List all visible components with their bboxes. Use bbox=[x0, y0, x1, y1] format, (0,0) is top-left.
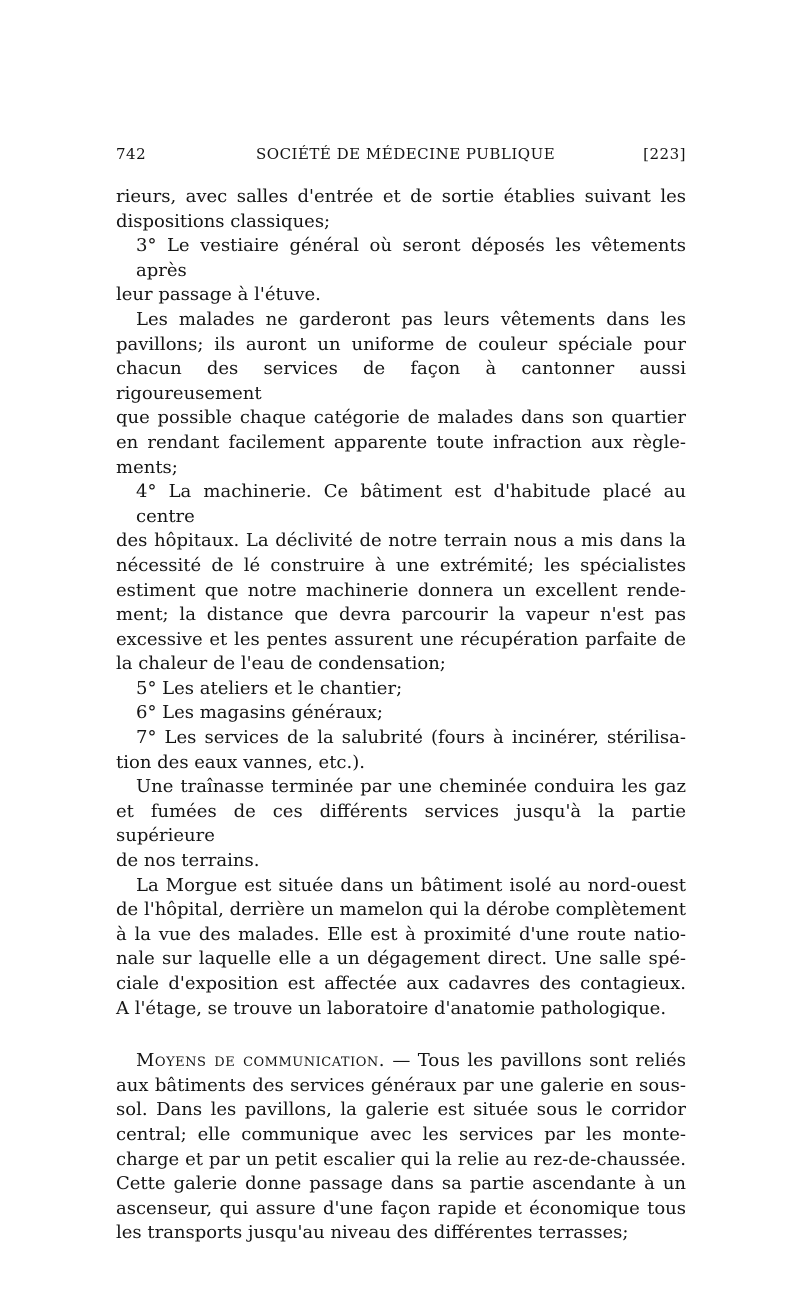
section-paragraph bbox=[116, 1049, 686, 1246]
paragraph bbox=[116, 701, 686, 726]
text-line: dispositions classiques; bbox=[116, 210, 331, 232]
running-header bbox=[116, 145, 686, 171]
text-line: les transports jusqu'au niveau des différentes terrasses; bbox=[116, 1222, 629, 1244]
text-line: à la vue des malades. Elle est à proximité d'une route natio- bbox=[116, 923, 686, 945]
text-line: des hôpitaux. La déclivité de notre terrain nous a mis dans la bbox=[116, 530, 686, 552]
text-line: 5° Les ateliers et le chantier; bbox=[136, 677, 403, 699]
text-line: sol. Dans les pavillons, la galerie est située sous le corridor bbox=[116, 1099, 686, 1121]
paragraph bbox=[116, 308, 686, 480]
paragraph bbox=[116, 185, 686, 234]
running-title: SOCIÉTÉ DE MÉDECINE PUBLIQUE bbox=[256, 145, 556, 163]
text-line: nale sur laquelle elle a un dégagement direct. Une salle spé- bbox=[116, 948, 686, 970]
text-line: central; elle communique avec les services par les monte- bbox=[116, 1123, 686, 1145]
text-line: de l'hôpital, derrière un mamelon qui la dérobe complètement bbox=[116, 899, 686, 921]
text-line: en rendant facilement apparente toute infraction aux règle- bbox=[116, 431, 686, 453]
text-line: 7° Les services de la salubrité (fours à incinérer, stérilisa- bbox=[136, 727, 686, 749]
paragraph bbox=[116, 874, 686, 1022]
text-line: rieurs, avec salles d'entrée et de sortie établies suivant les bbox=[116, 186, 686, 207]
text-line: Les malades ne garderont pas leurs vêtements dans les bbox=[136, 308, 686, 330]
section-heading-continuation: — Tous les pavillons sont reliés bbox=[384, 1050, 686, 1072]
text-line: de nos terrains. bbox=[116, 850, 260, 872]
paragraph bbox=[116, 480, 686, 677]
text-line: excessive et les pentes assurent une récupération parfaite de bbox=[116, 628, 686, 650]
text-line: Une traînasse terminée par une cheminée conduira les gaz bbox=[136, 776, 686, 798]
text-line: tion des eaux vannes, etc.). bbox=[116, 751, 365, 773]
text-line: charge et par un petit escalier qui la relie au rez-de-chaussée. bbox=[116, 1148, 686, 1170]
text-line: ment; la distance que devra parcourir la vapeur n'est pas bbox=[116, 604, 686, 626]
text-line: estiment que notre machinerie donnera un excellent rende- bbox=[116, 579, 686, 601]
text-line: nécessité de lé construire à une extrémité; les spécialistes bbox=[116, 554, 686, 576]
book-page bbox=[116, 145, 686, 1246]
text-line: aux bâtiments des services généraux par une galerie en sous- bbox=[116, 1074, 686, 1096]
text-line bbox=[116, 1049, 686, 1074]
text-line: ciale d'exposition est affectée aux cadavres des contagieux. bbox=[116, 973, 686, 994]
text-line: ascenseur, qui assure d'une façon rapide et économique tous bbox=[116, 1197, 686, 1219]
section-gap bbox=[116, 1021, 686, 1049]
text-line: 6° Les magasins généraux; bbox=[136, 702, 383, 724]
text-line: et fumées de ces différents services jusqu'à la partie supérieure bbox=[116, 800, 686, 847]
text-line: chacun des services de façon à cantonner aussi rigoureusement bbox=[116, 358, 686, 404]
text-line: la chaleur de l'eau de condensation; bbox=[116, 653, 446, 675]
paragraph bbox=[116, 726, 686, 775]
text-line: leur passage à l'étuve. bbox=[116, 284, 321, 306]
paragraph bbox=[116, 234, 686, 308]
text-line: 4° La machinerie. Ce bâtiment est d'habitude placé au centre bbox=[136, 481, 686, 527]
body-text bbox=[116, 185, 686, 1246]
paragraph bbox=[116, 677, 686, 702]
text-line: A l'étage, se trouve un laboratoire d'anatomie pathologique. bbox=[116, 997, 667, 1019]
text-line: La Morgue est située dans un bâtiment isolé au nord-ouest bbox=[136, 874, 686, 896]
text-line: Cette galerie donne passage dans sa partie ascendante à un bbox=[116, 1173, 686, 1195]
section-heading: Moyens de communication. bbox=[136, 1050, 385, 1072]
bracket-reference: [223] bbox=[643, 145, 686, 163]
text-line: que possible chaque catégorie de malades dans son quartier bbox=[116, 407, 686, 429]
text-line: ments; bbox=[116, 456, 178, 478]
text-line: 3° Le vestiaire général où seront déposés les vêtements après bbox=[136, 235, 686, 281]
page-number: 742 bbox=[116, 145, 147, 163]
text-line: pavillons; ils auront un uniforme de couleur spéciale pour bbox=[116, 333, 686, 355]
paragraph bbox=[116, 775, 686, 873]
